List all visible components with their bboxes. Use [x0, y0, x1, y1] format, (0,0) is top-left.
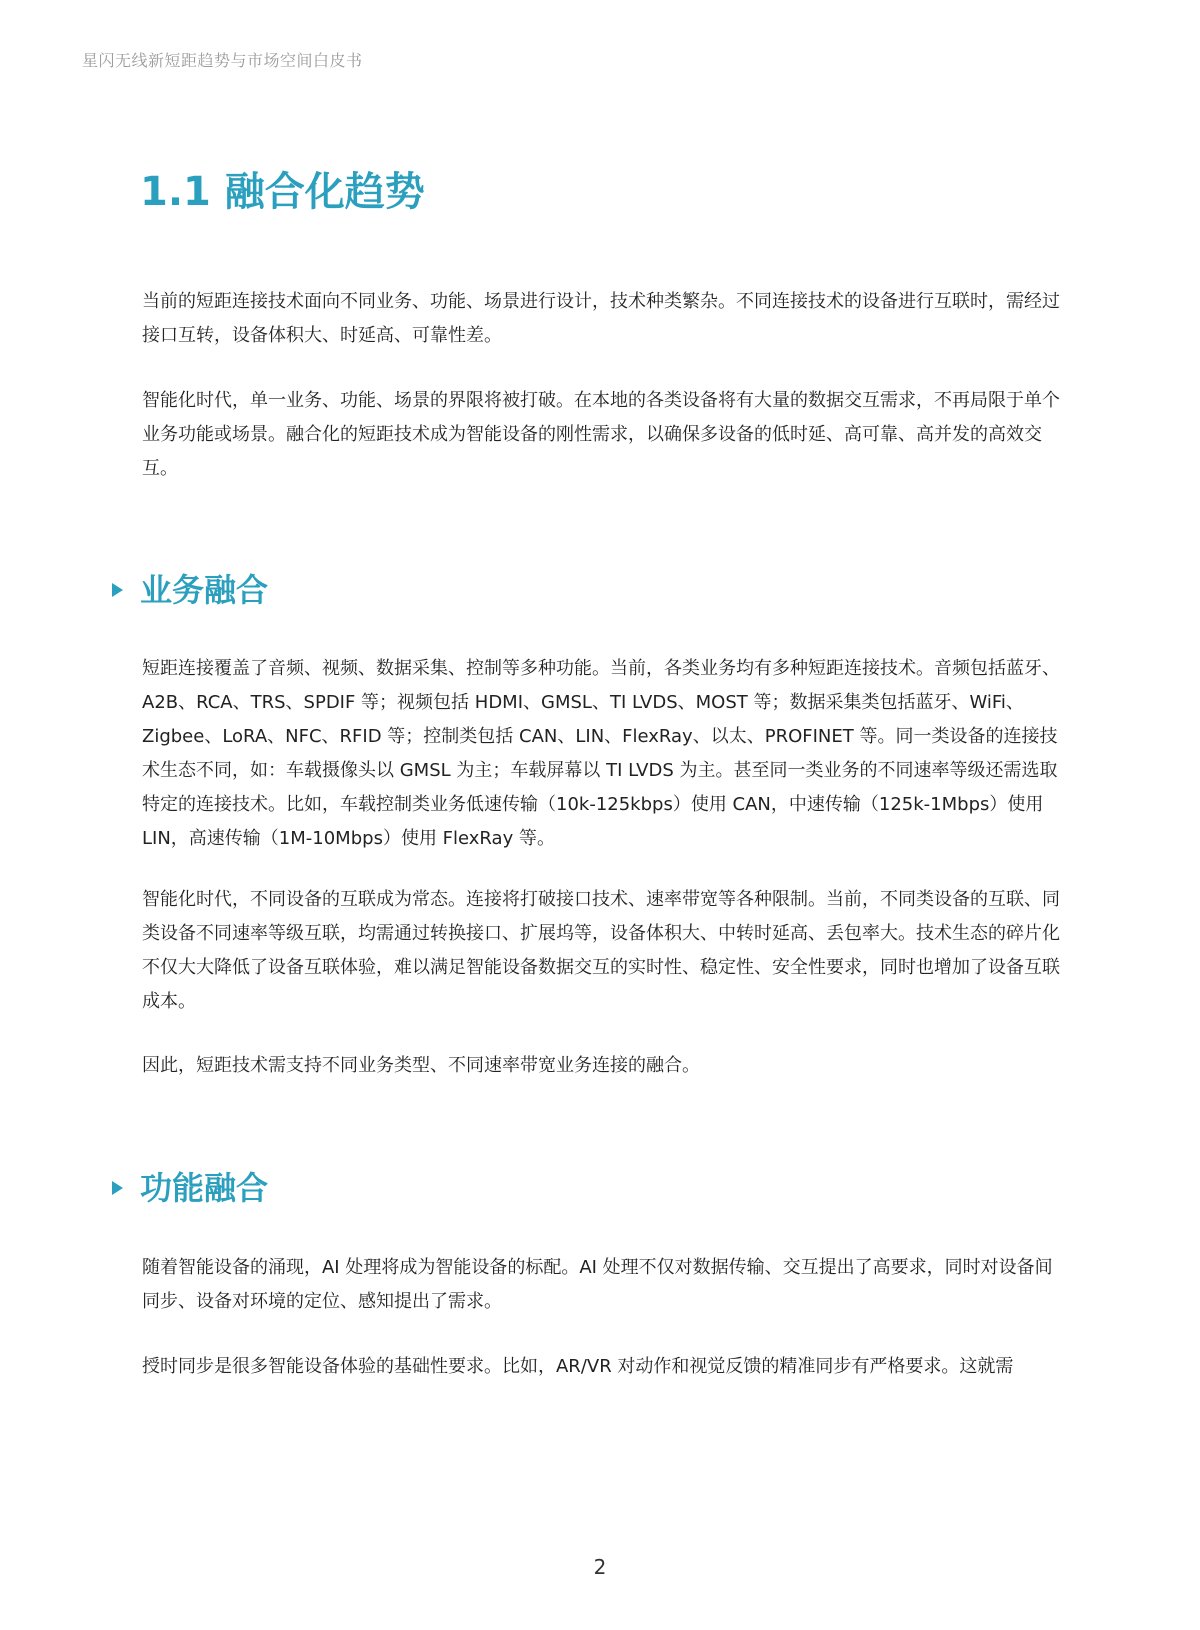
intro-paragraph-1 — [142, 285, 1062, 353]
paragraph-text: 随着智能设备的涌现，AI 处理将成为智能设备的标配。AI 处理不仅对数据传输、交互提出了高要求，同时对设备间同步、设备对环境的定位、感知提出了需求。 — [142, 1257, 1053, 1312]
paragraph-text: 授时同步是很多智能设备体验的基础性要求。比如，AR/VR 对动作和视觉反馈的精准同步有严格要求。这就需 — [142, 1356, 1014, 1377]
section-heading-business — [112, 568, 268, 612]
section-title: 业务融合 — [140, 571, 269, 609]
business-paragraph-1 — [142, 652, 1062, 856]
intro-paragraph-2 — [142, 384, 1062, 486]
paragraph-text: 短距连接覆盖了音频、视频、数据采集、控制等多种功能。当前，各类业务均有多种短距连接技术。音频包括蓝牙、A2B、RCA、TRS、SPDIF 等；视频包括 HDMI、GMSL、TI LVDS、MOST 等；数据采集类包括蓝牙、WiFi、Zigbee、LoRA、NFC、RFID 等；控制类包括 CAN、LIN、FlexRay、以太、PROFINET 等。同一类设备的连接技术生态不同，如：车载摄像头以 GMSL 为主；车载屏幕以 TI LVDS 为主。甚至同一类业务的不同速率等级还需选取特定的连接技术。比如，车载控制类业务低速传输（10k-125kbps）使用 CAN，中速传输（125k-1Mbps）使用 LIN，高速传输（1M-10Mbps）使用 FlexRay 等。 — [142, 658, 1060, 849]
running-header: 星闪无线新短距趋势与市场空间白皮书 — [82, 51, 363, 70]
page-number: 2 — [593, 1555, 607, 1579]
triangle-bullet-icon — [112, 1181, 123, 1195]
business-paragraph-3 — [142, 1049, 1062, 1083]
paragraph-text: 当前的短距连接技术面向不同业务、功能、场景进行设计，技术种类繁杂。不同连接技术的设备进行互联时，需经过接口互转，设备体积大、时延高、可靠性差。 — [142, 291, 1060, 346]
function-paragraph-2 — [142, 1350, 1062, 1384]
business-paragraph-2 — [142, 883, 1062, 1019]
paragraph-text: 因此，短距技术需支持不同业务类型、不同速率带宽业务连接的融合。 — [142, 1055, 700, 1076]
triangle-bullet-icon — [112, 583, 123, 597]
function-paragraph-1 — [142, 1251, 1062, 1319]
chapter-title: 1.1 融合化趋势 — [140, 169, 425, 215]
section-heading-function — [112, 1166, 268, 1210]
section-title: 功能融合 — [140, 1169, 269, 1207]
paragraph-text: 智能化时代，单一业务、功能、场景的界限将被打破。在本地的各类设备将有大量的数据交互需求，不再局限于单个业务功能或场景。融合化的短距技术成为智能设备的刚性需求，以确保多设备的低时延、高可靠、高并发的高效交互。 — [142, 390, 1060, 479]
paragraph-text: 智能化时代，不同设备的互联成为常态。连接将打破接口技术、速率带宽等各种限制。当前，不同类设备的互联、同类设备不同速率等级互联，均需通过转换接口、扩展坞等，设备体积大、中转时延高、丢包率大。技术生态的碎片化不仅大大降低了设备互联体验，难以满足智能设备数据交互的实时性、稳定性、安全性要求，同时也增加了设备互联成本。 — [142, 889, 1060, 1012]
